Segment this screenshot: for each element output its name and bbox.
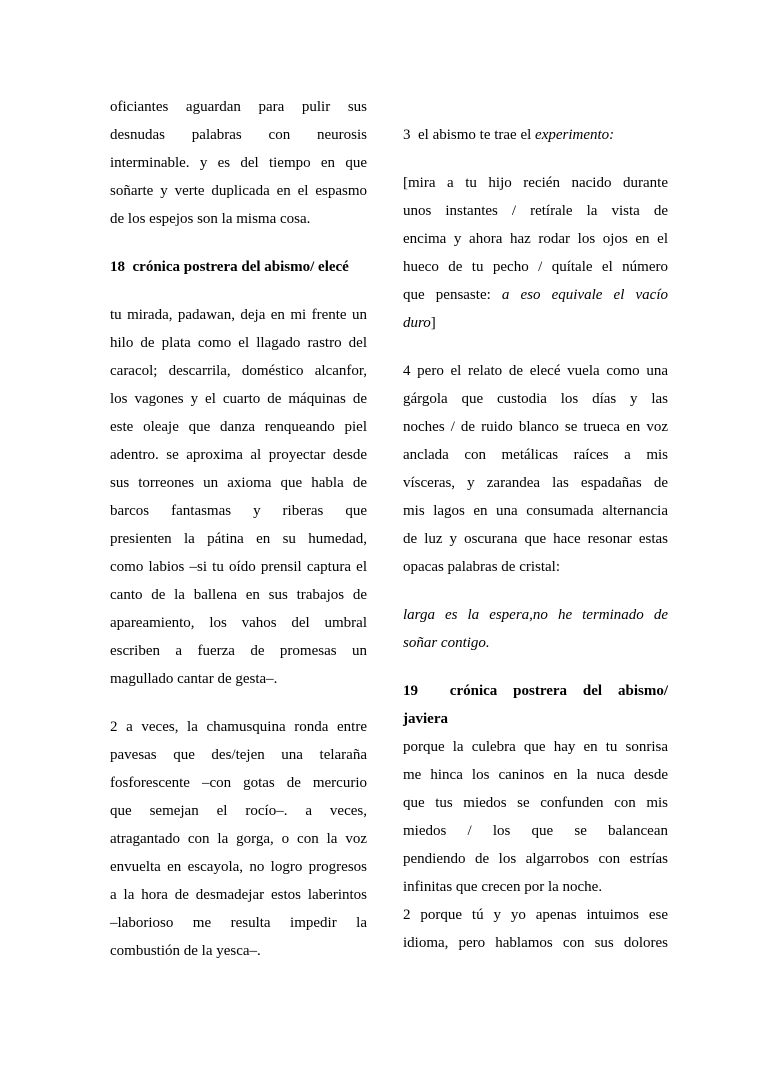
text-line <box>110 937 367 965</box>
text-segment: interminable. y es del tiempo en que <box>110 155 367 171</box>
text-line <box>403 197 668 225</box>
paragraph <box>403 733 668 901</box>
text-segment: soñarte y verte duplicada en el espasmo <box>110 183 367 199</box>
text-segment: 18 crónica postrera del abismo/ elecé <box>110 259 349 275</box>
text-segment: miedos / los que se balancean <box>403 823 668 839</box>
text-line <box>110 553 367 581</box>
heading-line <box>110 253 367 281</box>
text-line <box>403 225 668 253</box>
text-segment: hueco de tu pecho / quítale el número <box>403 259 668 275</box>
paragraph <box>110 93 367 233</box>
text-line <box>403 845 668 873</box>
right-column <box>403 93 668 957</box>
text-segment: tu mirada, padawan, deja en mi frente un <box>110 307 367 323</box>
spacer <box>403 337 668 357</box>
heading-line <box>403 705 668 733</box>
text-line <box>110 853 367 881</box>
text-line <box>403 553 668 581</box>
text-line <box>403 873 668 901</box>
text-segment: –laborioso me resulta impedir la <box>110 915 367 931</box>
heading-line <box>403 677 668 705</box>
text-segment: porque la culebra que hay en tu sonrisa <box>403 739 668 755</box>
text-line <box>110 385 367 413</box>
text-segment: encima y ahora haz rodar los ojos en el <box>403 231 668 247</box>
text-line <box>403 169 668 197</box>
text-line <box>403 733 668 761</box>
text-segment: caracol; descarrila, doméstico alcanfor, <box>110 363 367 379</box>
text-segment: fosforescente –con gotas de mercurio <box>110 775 367 791</box>
text-line <box>110 177 367 205</box>
text-line <box>110 881 367 909</box>
text-line <box>403 789 668 817</box>
italic-text-segment: duro <box>403 315 431 331</box>
text-segment: anclada con metálicas raíces a mis <box>403 447 668 463</box>
italic-text-segment: experimento: <box>535 127 615 143</box>
text-line <box>403 357 668 385</box>
text-line <box>110 637 367 665</box>
text-line <box>403 901 668 929</box>
section-heading <box>110 253 367 281</box>
text-line <box>403 761 668 789</box>
paragraph <box>403 601 668 657</box>
section-heading <box>403 677 668 733</box>
spacer <box>403 581 668 601</box>
paragraph <box>403 901 668 957</box>
text-segment: ] <box>430 315 436 331</box>
text-line <box>403 309 668 337</box>
text-line <box>110 525 367 553</box>
text-segment: oficiantes aguardan para pulir sus <box>110 99 367 115</box>
text-segment: me hinca los caninos en la nuca desde <box>403 767 668 783</box>
text-line <box>110 441 367 469</box>
text-segment: mis lagos en una consumada alternancia <box>403 503 668 519</box>
text-segment: combustión de la yesca–. <box>110 943 261 959</box>
text-segment: presienten la pátina en su humedad, <box>110 531 367 547</box>
text-line <box>110 581 367 609</box>
text-line <box>110 205 367 233</box>
text-line <box>110 121 367 149</box>
text-segment: idioma, pero hablamos con sus dolores <box>403 935 668 951</box>
text-segment: desnudas palabras con neurosis <box>110 127 367 143</box>
italic-text-segment: a eso equivale el vacío <box>501 287 668 303</box>
text-segment: gárgola que custodia los días y las <box>403 391 668 407</box>
text-line <box>403 929 668 957</box>
text-segment: que pensaste: <box>403 287 502 303</box>
text-segment: atragantado con la gorga, o con la voz <box>110 831 367 847</box>
text-line <box>403 441 668 469</box>
text-segment: unos instantes / retírale la vista de <box>403 203 668 219</box>
text-segment: envuelta en escayola, no logro progresos <box>110 859 367 875</box>
text-segment: opacas palabras de cristal: <box>403 559 561 575</box>
text-segment: como labios –si tu oído prensil captura el <box>110 559 367 575</box>
text-line <box>403 385 668 413</box>
text-line <box>403 121 668 149</box>
text-line <box>403 629 668 657</box>
text-segment: infinitas que crecen por la noche. <box>403 879 603 895</box>
text-line <box>403 253 668 281</box>
text-segment: canto de la ballena en sus trabajos de <box>110 587 367 603</box>
text-line <box>110 769 367 797</box>
text-line <box>110 797 367 825</box>
paragraph <box>110 713 367 965</box>
text-segment: 3 el abismo te trae el <box>403 127 536 143</box>
text-segment: que tus miedos se confunden con mis <box>403 795 668 811</box>
spacer <box>403 657 668 677</box>
text-line <box>110 469 367 497</box>
italic-text-segment: larga es la espera,no he terminado de <box>403 607 668 623</box>
paragraph <box>403 121 668 149</box>
text-line <box>110 413 367 441</box>
text-segment: adentro. se aproxima al proyectar desde <box>110 447 367 463</box>
text-segment: 2 a veces, la chamusquina ronda entre <box>110 719 367 735</box>
text-segment: sus torreones un axioma que habla de <box>110 475 367 491</box>
text-line <box>110 609 367 637</box>
text-segment: noches / de ruido blanco se trueca en voz <box>403 419 668 435</box>
text-line <box>403 413 668 441</box>
text-segment: 19 crónica postrera del abismo/ <box>403 683 668 699</box>
text-line <box>403 281 668 309</box>
spacer <box>110 233 367 253</box>
text-line <box>110 909 367 937</box>
text-segment: escriben a fuerza de promesas un <box>110 643 367 659</box>
paragraph <box>403 169 668 337</box>
spacer <box>403 93 668 121</box>
text-segment: 2 porque tú y yo apenas intuimos ese <box>403 907 668 923</box>
text-segment: apareamiento, los vahos del umbral <box>110 615 367 631</box>
text-segment: de los espejos son la misma cosa. <box>110 211 311 227</box>
text-line <box>110 713 367 741</box>
text-line <box>110 329 367 357</box>
text-segment: 4 pero el relato de elecé vuela como una <box>403 363 668 379</box>
paragraph <box>403 357 668 581</box>
text-segment: [mira a tu hijo recién nacido durante <box>403 175 668 191</box>
spacer <box>110 281 367 301</box>
text-line <box>110 741 367 769</box>
paragraph <box>110 301 367 693</box>
text-line <box>110 825 367 853</box>
text-line <box>403 601 668 629</box>
spacer <box>403 149 668 169</box>
text-segment: este oleaje que danza renqueando piel <box>110 419 367 435</box>
text-segment: de luz y oscurana que hace resonar estas <box>403 531 668 547</box>
spacer <box>110 693 367 713</box>
text-line <box>110 301 367 329</box>
text-line <box>403 469 668 497</box>
text-line <box>110 93 367 121</box>
italic-text-segment: soñar contigo. <box>403 635 490 651</box>
text-segment: los vagones y el cuarto de máquinas de <box>110 391 367 407</box>
text-line <box>110 357 367 385</box>
text-line <box>110 149 367 177</box>
text-line <box>110 497 367 525</box>
text-segment: que semejan el rocío–. a veces, <box>110 803 367 819</box>
text-segment: magullado cantar de gesta–. <box>110 671 278 687</box>
text-line <box>403 817 668 845</box>
text-line <box>403 525 668 553</box>
text-segment: javiera <box>403 711 448 727</box>
text-line <box>110 665 367 693</box>
text-segment: barcos fantasmas y riberas que <box>110 503 367 519</box>
text-segment: a la hora de desmadejar estos laberintos <box>110 887 367 903</box>
text-segment: hilo de plata como el llagado rastro del <box>110 335 367 351</box>
left-column <box>110 93 367 965</box>
text-segment: pavesas que des/tejen una telaraña <box>110 747 367 763</box>
text-line <box>403 497 668 525</box>
text-segment: vísceras, y zarandea las espadañas de <box>403 475 668 491</box>
text-segment: pendiendo de los algarrobos con estrías <box>403 851 668 867</box>
